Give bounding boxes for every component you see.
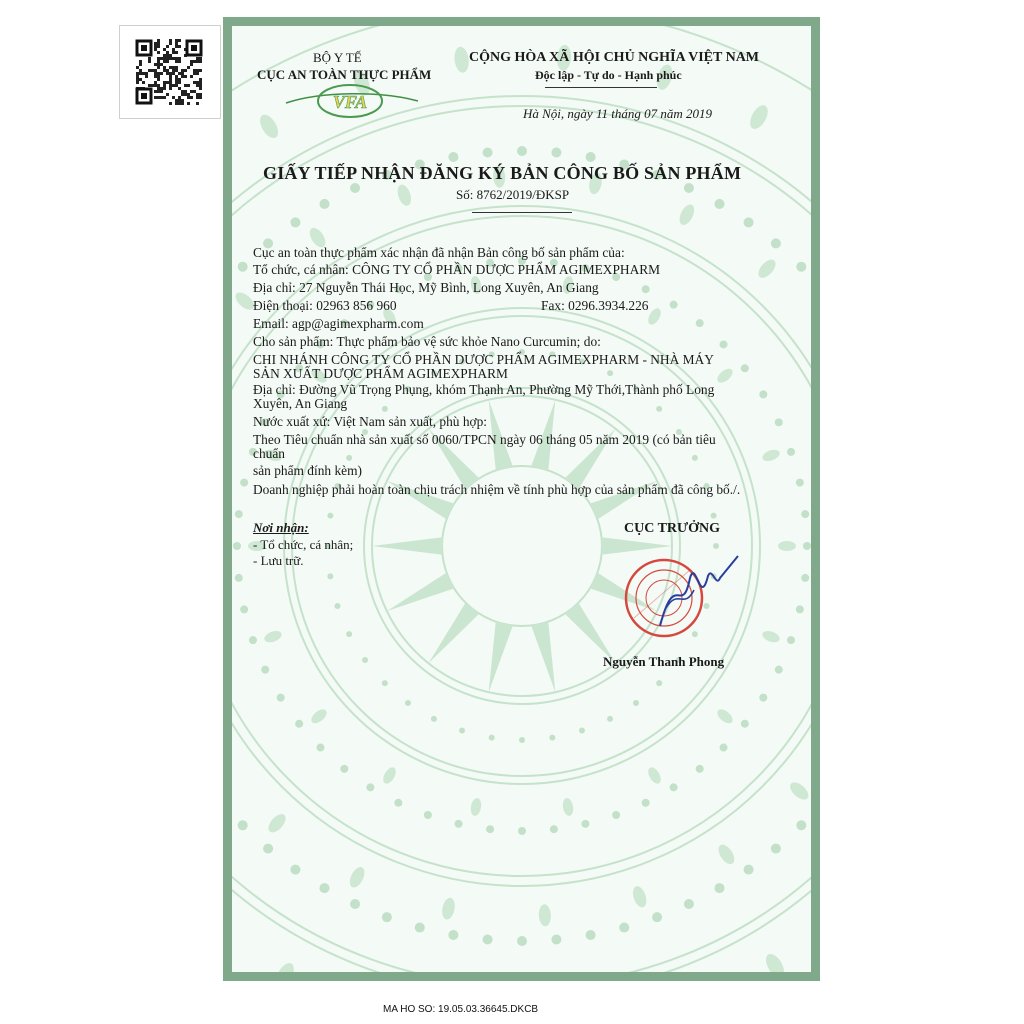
vfa-logo-text: VFA (332, 92, 368, 112)
motto-underline (545, 87, 657, 88)
ministry-name: BỘ Y TẾ (313, 50, 362, 65)
document-title: GIẤY TIẾP NHẬN ĐĂNG KÝ BẢN CÔNG BỐ SẢN PHẨM (263, 163, 742, 183)
national-motto: Độc lập - Tự do - Hạnh phúc (535, 68, 682, 82)
body-product: Cho sản phẩm: Thực phẩm bảo vệ sức khỏe Nano Curcumin; do: (253, 334, 601, 349)
body-email: Email: agp@agimexpharm.com (253, 316, 424, 331)
file-code: MA HO SO: 19.05.03.36645.DKCB (383, 1004, 539, 1015)
body-intro: Cục an toàn thực phẩm xác nhận đã nhận Bản công bố sản phẩm của: (253, 245, 625, 260)
body-maker-line2: SẢN XUẤT DƯỢC PHẨM AGIMEXPHARM (253, 366, 508, 381)
qr-code-icon (135, 39, 203, 105)
body-maker-address-line2: Xuyên, An Giang (253, 396, 348, 411)
qr-code-box (119, 25, 221, 119)
recipient-item: - Lưu trữ. (253, 553, 304, 568)
body-responsibility: Doanh nghiệp phải hoàn toàn chịu trách nhiệm về tính phù hợp của sản phẩm đã công bố./. (253, 482, 741, 497)
document-number: Số: 8762/2019/ĐKSP (456, 187, 570, 202)
department-name: CỤC AN TOÀN THỰC PHẨM (257, 67, 432, 82)
certificate-paper (232, 26, 811, 972)
signer-title: CỤC TRƯỞNG (624, 521, 721, 536)
place-date: Hà Nội, ngày 11 tháng 07 năm 2019 (523, 106, 712, 121)
title-divider (472, 212, 572, 213)
body-standard-line3: sản phẩm đính kèm) (253, 463, 362, 478)
certificate-frame (223, 17, 820, 981)
vfa-logo-icon (282, 81, 422, 121)
recipients-heading: Nơi nhận: (253, 520, 309, 535)
body-maker-line1: CHI NHÁNH CÔNG TY CỔ PHẦN DƯỢC PHẨM AGIMEXPHARM - NHÀ MÁY (253, 352, 714, 367)
signer-name: Nguyễn Thanh Phong (603, 654, 725, 669)
body-address: Địa chỉ: 27 Nguyễn Thái Học, Mỹ Bình, Long Xuyên, An Giang (253, 280, 599, 295)
body-fax: Fax: 0296.3934.226 (541, 298, 649, 313)
body-organization: Tổ chức, cá nhân: CÔNG TY CỔ PHẦN DƯỢC PHẨM AGIMEXPHARM (253, 262, 661, 277)
body-maker-address-line1: Địa chỉ: Đường Vũ Trọng Phụng, khóm Thạnh An, Phường Mỹ Thới,Thành phố Long (253, 382, 715, 397)
body-standard-line2: chuẩn (253, 446, 285, 461)
body-phone: Điện thoại: 02963 856 960 (253, 298, 397, 313)
recipient-item: - Tổ chức, cá nhân; (253, 537, 354, 552)
body-standard-line1: Theo Tiêu chuẩn nhà sản xuất số 0060/TPCN ngày 06 tháng 05 năm 2019 (có bản tiêu (253, 432, 716, 447)
official-stamp-icon (620, 548, 740, 648)
body-origin: Nước xuất xứ: Việt Nam sản xuất, phù hợp: (253, 414, 488, 429)
republic-name: CỘNG HÒA XÃ HỘI CHỦ NGHĨA VIỆT NAM (469, 50, 760, 65)
